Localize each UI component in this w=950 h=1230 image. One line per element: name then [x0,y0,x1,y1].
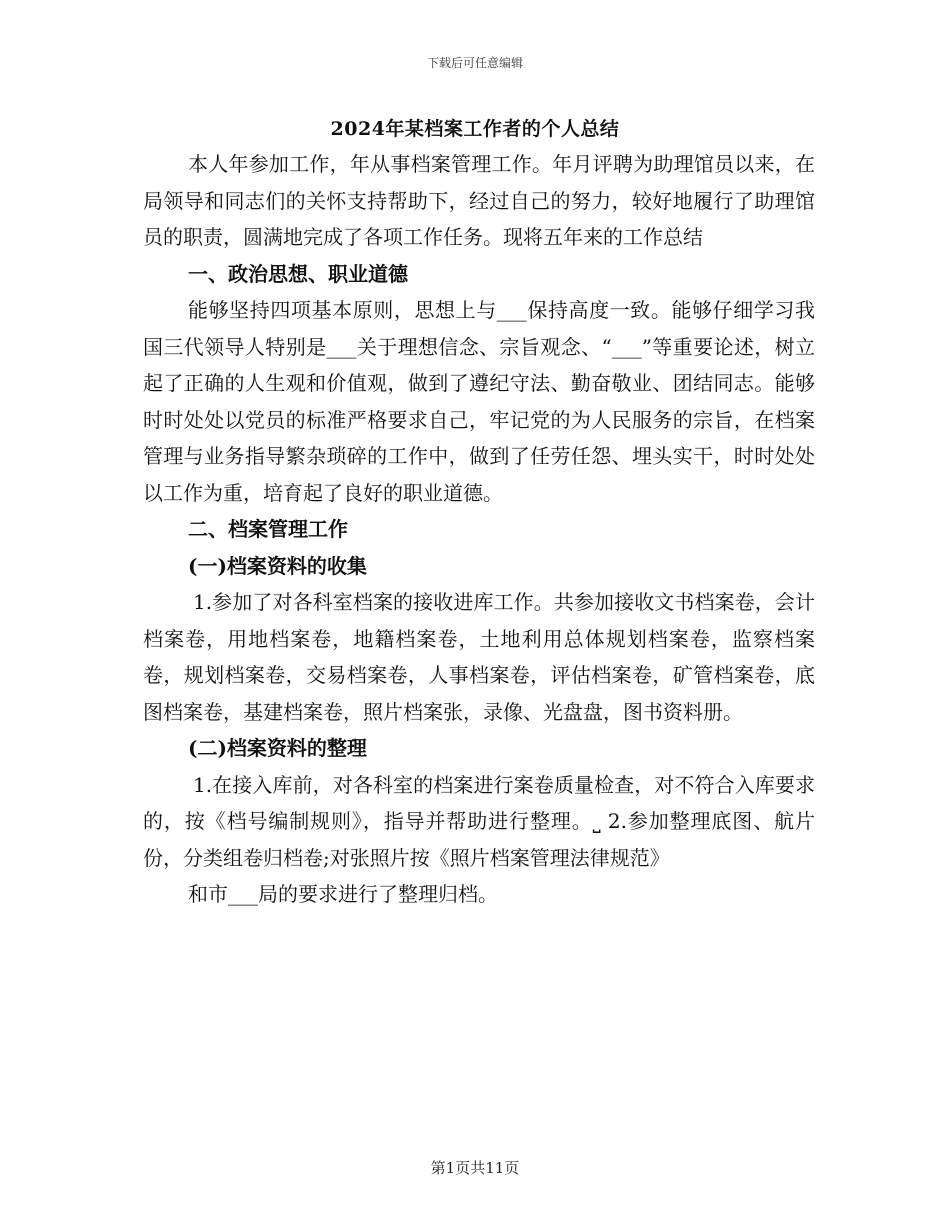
intro-paragraph: 本人年参加工作，年从事档案管理工作。年月评聘为助理馆员以来，在局领导和同志们的关怀支持帮助下，经过自己的努力，较好地履行了助理馆员的职责，圆满地完成了各项工作任务。现将五年来的工作总结 [143,152,815,249]
section-heading-politics: 一、政治思想、职业道德 [188,261,408,286]
organization-paragraph-continued: 和市___局的要求进行了整理归档。 [188,882,498,906]
subsection-heading-collection: (一)档案资料的收集 [188,553,367,578]
document-body [143,146,815,913]
collection-paragraph: 1.参加了对各科室档案的接收进库工作。共参加接收文书档案卷，会计档案卷，用地档案卷，地籍档案卷，土地利用总体规划档案卷，监察档案卷，规划档案卷，交易档案卷，人事档案卷，评估档案卷，矿管档案卷，底图档案卷，基建档案卷，照片档案张，录像、光盘盘，图书资料册。 [143,590,815,724]
organization-paragraph: 1.在接入库前，对各科室的档案进行案卷质量检查，对不符合入库要求的，按《档号编制规则》，指导并帮助进行整理。⎵ 2.参加整理底图、航片份，分类组卷归档卷;对张照片按《照片档案管理法律规范》 [143,772,815,870]
page-header-note: 下载后可任意编辑 [426,56,523,70]
page-number: 第1页共11页 [430,1159,520,1177]
politics-paragraph: 能够坚持四项基本原则，思想上与___保持高度一致。能够仔细学习我国三代领导人特别是___关于理想信念、宗旨观念、“___”等重要论述，树立起了正确的人生观和价值观，做到了遵纪守法、勤奋敬业、团结同志。能够时时处处以党员的标准严格要求自己，牢记党的为人民服务的宗旨，在档案管理与业务指导繁杂琐碎的工作中，做到了任劳任怨、埋头实干，时时处处以工作为重，培育起了良好的职业道德。 [143,298,815,505]
subsection-heading-organization: (二)档案资料的整理 [188,736,367,760]
section-heading-archive-management: 二、档案管理工作 [188,517,348,541]
document-title: 2024年某档案工作者的个人总结 [330,118,620,140]
